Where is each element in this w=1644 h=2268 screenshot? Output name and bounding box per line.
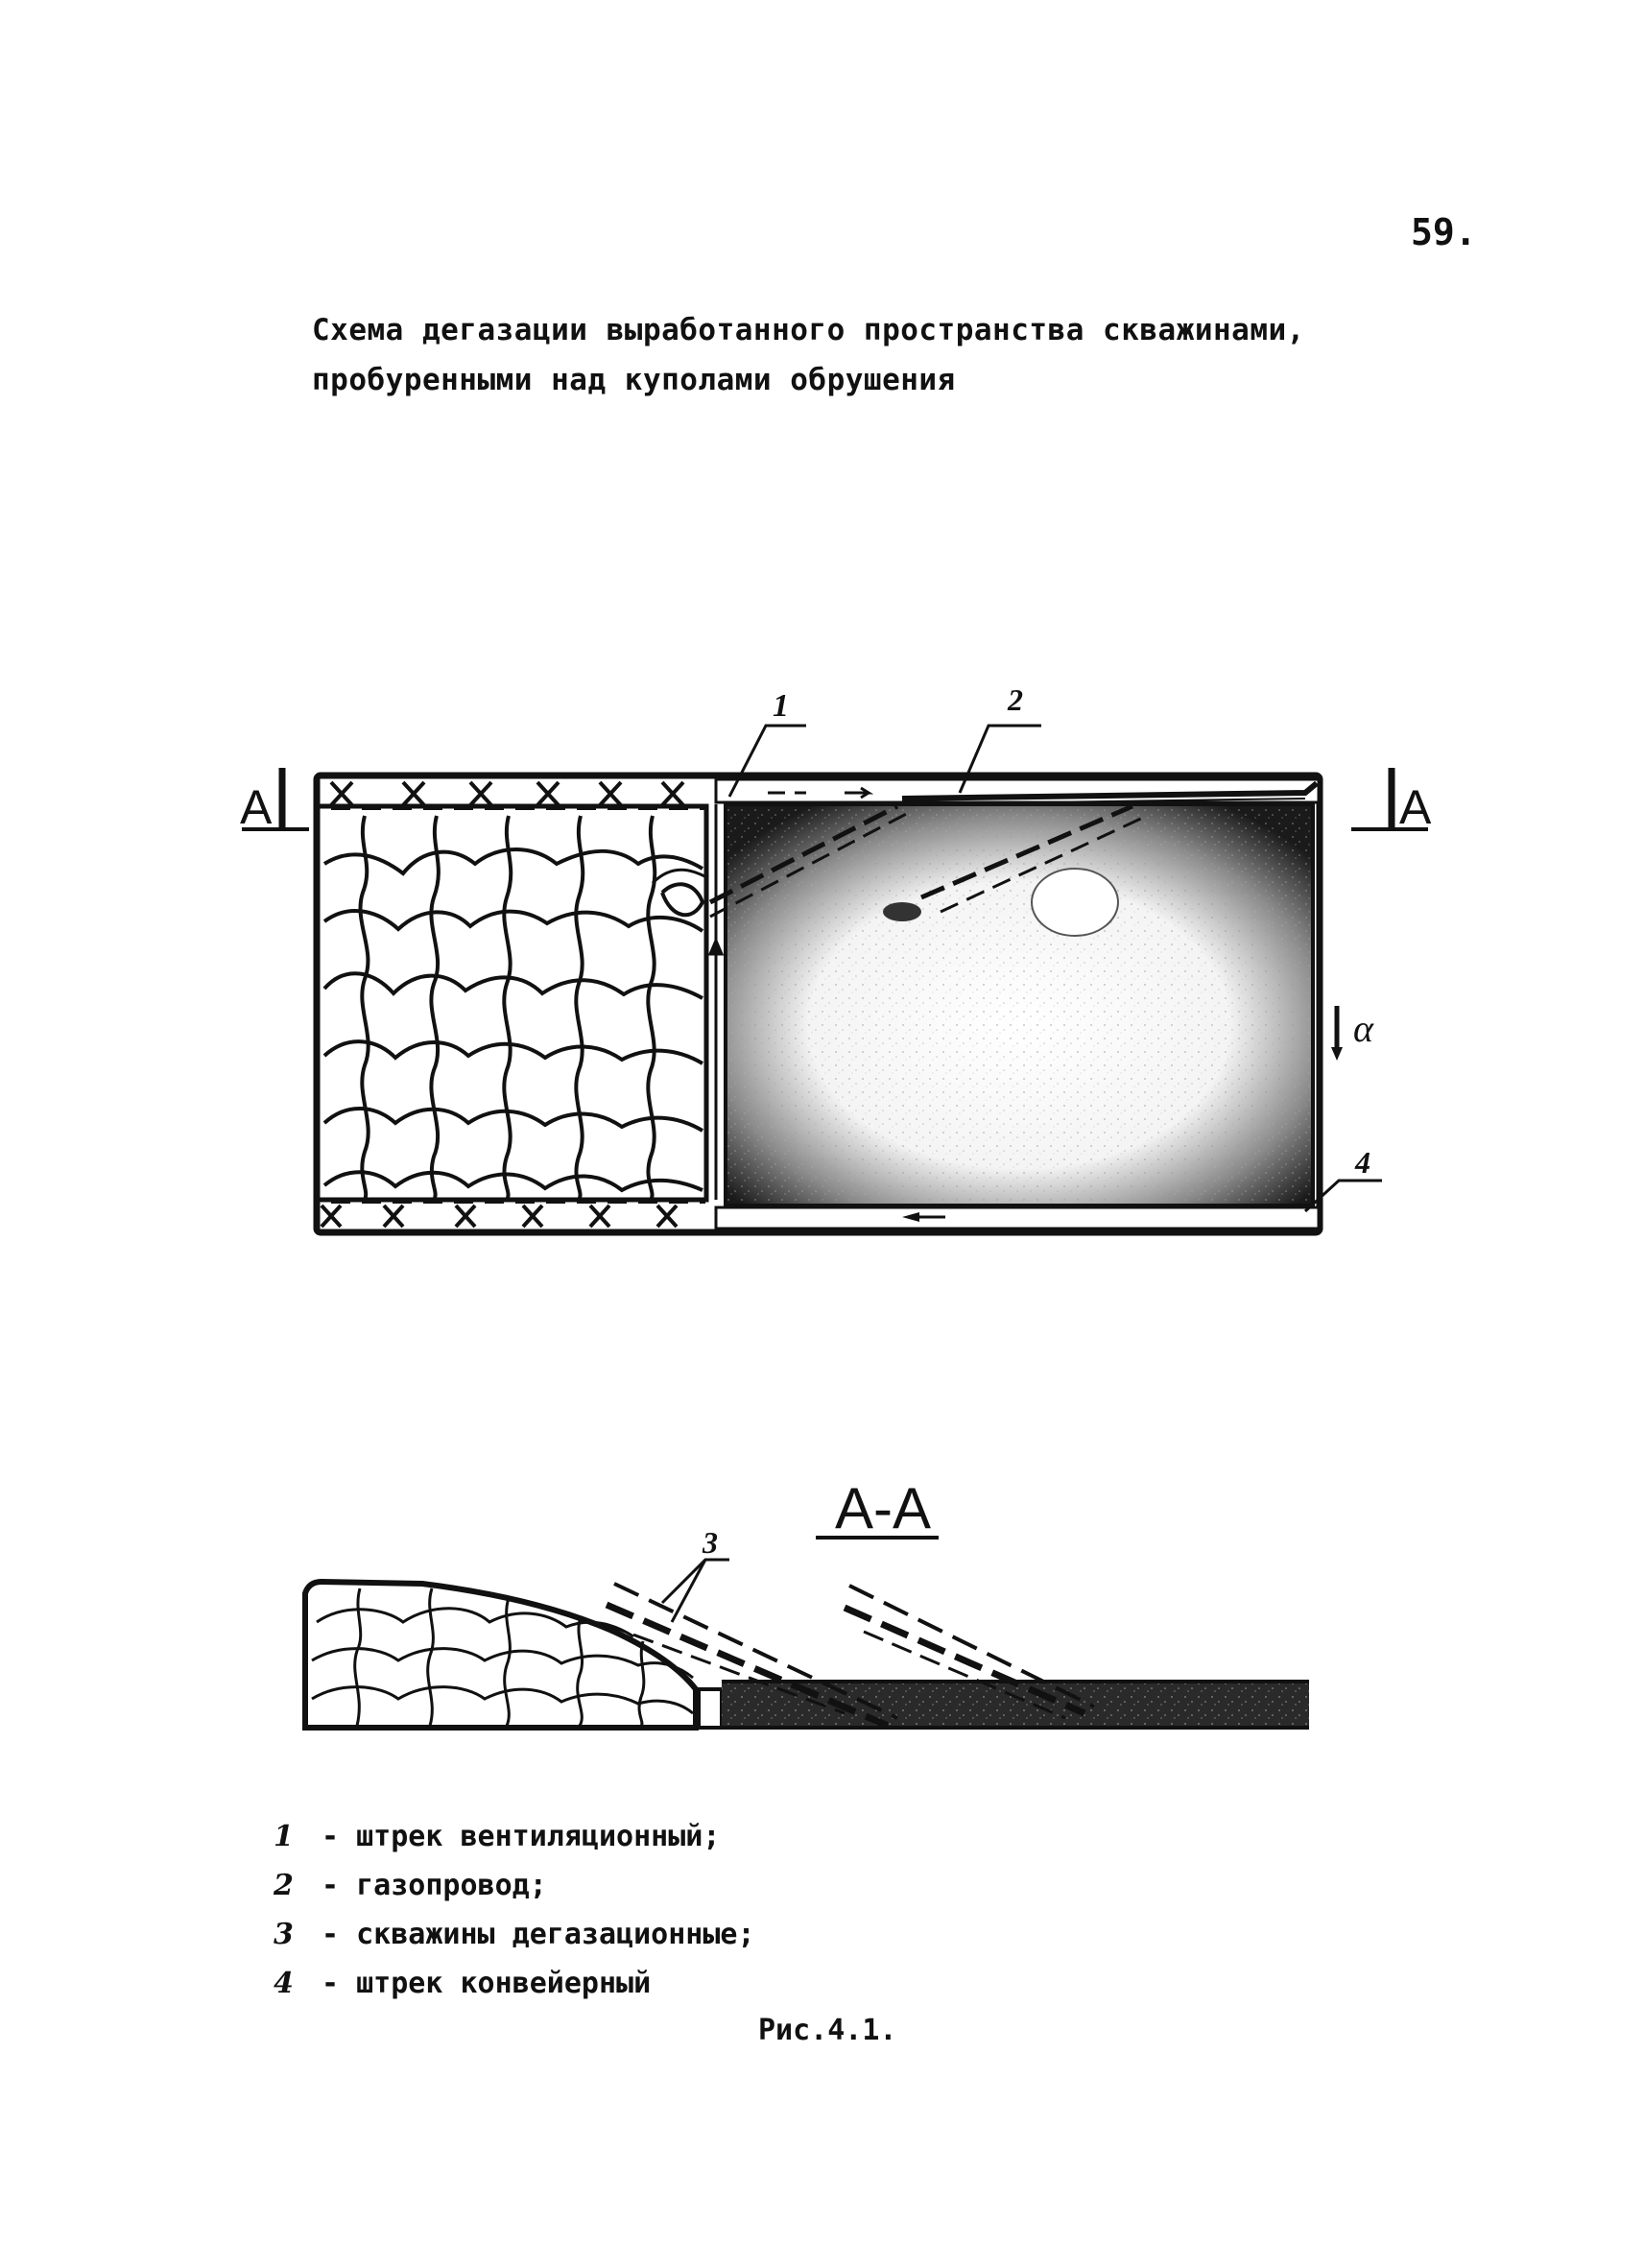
caved-rock-zone	[324, 816, 703, 1200]
legend-num: 2	[274, 1869, 294, 1902]
face-airflow-arrow	[710, 941, 722, 1017]
callout-3	[662, 1525, 729, 1622]
page-number: 59.	[1411, 211, 1477, 253]
section-marker-right-label: А	[1399, 780, 1432, 834]
legend-sep: -	[322, 1918, 340, 1951]
dip-angle-marker	[1331, 1006, 1374, 1061]
legend-item	[274, 1910, 755, 1959]
legend-sep: -	[322, 1967, 340, 2000]
title-line-2: пробуренными над куполами обрушения	[312, 363, 956, 397]
legend-text: скважины дегазационные;	[356, 1918, 755, 1951]
figure-caption: Рис.4.1.	[758, 2014, 897, 2047]
title-line-1: Схема дегазации выработанного пространства скважинами,	[312, 313, 1305, 347]
conveyor-drift	[716, 1207, 1319, 1229]
legend-text: штрек конвейерный	[356, 1967, 652, 2000]
legend-sep: -	[322, 1869, 340, 1902]
callout-3-label: 3	[703, 1525, 718, 1560]
legend	[274, 1812, 755, 2008]
section-marker-left	[240, 768, 309, 834]
ventilation-drift-section	[699, 1689, 722, 1728]
legend-num: 3	[274, 1918, 294, 1951]
section-marker-right	[1351, 768, 1432, 834]
section-title: А-А	[835, 1476, 932, 1540]
legend-num: 1	[274, 1820, 294, 1853]
section-view	[305, 1476, 1309, 1728]
legend-item	[274, 1812, 755, 1861]
legend-item	[274, 1959, 755, 2008]
callout-1-label: 1	[773, 688, 789, 724]
collapse-dome-small	[883, 902, 921, 921]
section-marker-left-label: А	[240, 780, 273, 834]
legend-num: 4	[274, 1967, 294, 2000]
legend-text: газопровод;	[356, 1869, 547, 1902]
legend-item	[274, 1861, 755, 1910]
legend-sep: -	[322, 1820, 340, 1853]
collapse-dome	[1032, 869, 1118, 936]
legend-text: штрек вентиляционный;	[356, 1820, 721, 1853]
angle-label: α	[1353, 1007, 1373, 1050]
callout-4-label: 4	[1355, 1145, 1370, 1180]
plan-view	[240, 682, 1432, 1232]
callout-2-label: 2	[1008, 682, 1023, 717]
crosses-bottom	[322, 1202, 705, 1227]
